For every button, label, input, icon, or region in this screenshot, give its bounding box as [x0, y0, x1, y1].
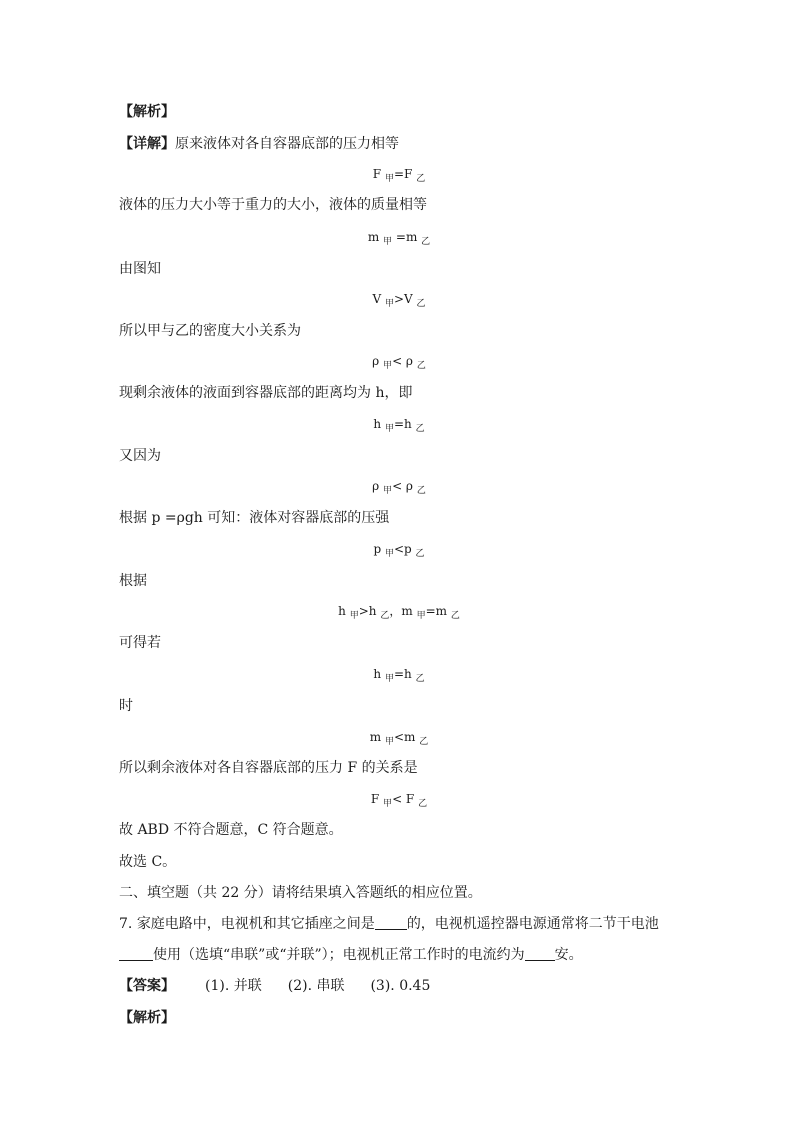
eq-operator: <m — [393, 730, 416, 744]
eq-subscript: 乙 — [416, 361, 426, 371]
eq-subscript: 乙 — [419, 737, 429, 747]
eq-operator: =m — [425, 604, 448, 618]
detail-heading: 【详解】 — [119, 136, 175, 152]
eq-subscript: 甲 — [384, 424, 394, 434]
text-choose: 故选 C。 — [119, 854, 177, 870]
eq-operator: < F — [392, 792, 415, 806]
eq-subscript: 乙 — [415, 424, 425, 434]
eq-subscript: 乙 — [450, 611, 460, 621]
equation-2 — [119, 228, 679, 251]
eq-subscript: 甲 — [384, 674, 394, 684]
eq-symbol: m — [369, 730, 382, 744]
text-density: 所以甲与乙的密度大小关系为 — [119, 323, 301, 339]
eq-symbol: F — [370, 792, 380, 806]
question-text: 家庭电路中，电视机和其它插座之间是 — [136, 916, 375, 932]
equation-7 — [119, 540, 679, 563]
text-when: 时 — [119, 698, 133, 714]
eq-subscript: 甲 — [416, 611, 426, 621]
text-basis: 根据 — [119, 573, 147, 589]
text-because: 又因为 — [119, 448, 161, 464]
eq-subscript: 乙 — [418, 799, 428, 809]
equation-3 — [119, 290, 679, 313]
eq-subscript: 甲 — [383, 237, 393, 247]
eq-subscript: 甲 — [384, 549, 394, 559]
eq-symbol: V — [372, 292, 382, 306]
equation-5 — [119, 415, 679, 438]
eq-subscript: 甲 — [384, 737, 394, 747]
equation-6 — [119, 477, 679, 500]
eq-symbol: F — [372, 167, 382, 181]
eq-separator: ，m — [389, 604, 413, 618]
text-pressure: 根据 p =ρgh 可知：液体对容器底部的压强 — [119, 510, 390, 526]
question-7-line-1 — [119, 914, 659, 934]
analysis-heading: 【解析】 — [119, 104, 175, 120]
text-figure: 由图知 — [119, 261, 161, 277]
eq-subscript: 甲 — [383, 799, 393, 809]
eq-subscript: 甲 — [383, 486, 393, 496]
detail-text: 原来液体对各自容器底部的压力相等 — [175, 136, 399, 152]
text-height: 现剩余液体的液面到容器底部的距离均为 h，即 — [119, 385, 413, 401]
eq-subscript: 甲 — [384, 174, 394, 184]
eq-symbol: p — [373, 542, 382, 556]
answer-blank — [375, 915, 407, 930]
eq-operator: =F — [393, 167, 413, 181]
text-gravity: 液体的压力大小等于重力的大小，液体的质量相等 — [119, 197, 427, 213]
question-number: 7. — [119, 916, 133, 932]
analysis-heading-2: 【解析】 — [119, 1010, 175, 1026]
answer-heading: 【答案】 — [119, 978, 175, 994]
answer-item: (1). 并联 — [205, 978, 262, 994]
eq-subscript: 甲 — [384, 299, 394, 309]
eq-operator: <p — [393, 542, 412, 556]
question-text: 安。 — [554, 947, 583, 963]
equation-1 — [119, 165, 679, 188]
eq-symbol: h — [373, 667, 382, 681]
eq-subscript: 甲 — [383, 361, 393, 371]
eq-subscript: 乙 — [415, 674, 425, 684]
eq-subscript: 乙 — [421, 237, 431, 247]
answer-line — [119, 976, 430, 996]
eq-subscript: 甲 — [349, 611, 359, 621]
question-text: 使用（选填“串联”或“并联”）；电视机正常工作时的电流约为 — [153, 947, 525, 963]
equation-10 — [119, 728, 679, 751]
detail-paragraph — [119, 134, 399, 154]
eq-operator: < ρ — [392, 479, 413, 493]
question-text: 的，电视机遥控器电源通常将二节干电池 — [406, 916, 659, 932]
eq-subscript: 乙 — [416, 486, 426, 496]
eq-symbol: ρ — [372, 479, 380, 493]
eq-subscript: 乙 — [416, 299, 426, 309]
eq-operator: =h — [393, 417, 412, 431]
eq-operator: >V — [393, 292, 413, 306]
equation-8 — [119, 602, 679, 625]
equation-9 — [119, 665, 679, 688]
text-force: 所以剩余液体对各自容器底部的压力 F 的关系是 — [119, 760, 418, 776]
eq-symbol: h — [338, 604, 346, 618]
text-ifgot: 可得若 — [119, 635, 161, 651]
answer-item: (2). 串联 — [287, 978, 345, 994]
answer-blank — [525, 946, 555, 961]
equation-11 — [119, 790, 679, 813]
eq-operator: =h — [393, 667, 412, 681]
eq-operator: < ρ — [392, 354, 413, 368]
eq-symbol: m — [367, 230, 380, 244]
eq-symbol: h — [373, 417, 382, 431]
eq-operator: >h — [358, 604, 377, 618]
answer-blank — [119, 946, 153, 961]
equation-4 — [119, 352, 679, 375]
eq-subscript: 乙 — [380, 611, 390, 621]
answer-item: (3). 0.45 — [370, 978, 431, 994]
eq-subscript: 乙 — [415, 549, 425, 559]
text-abd: 故 ABD 不符合题意，C 符合题意。 — [119, 822, 343, 838]
eq-subscript: 乙 — [416, 174, 426, 184]
question-7-line-2 — [119, 945, 583, 965]
section-two-heading: 二、填空题（共 22 分）请将结果填入答题纸的相应位置。 — [119, 885, 482, 901]
eq-symbol: ρ — [372, 354, 380, 368]
eq-operator: =m — [395, 230, 418, 244]
